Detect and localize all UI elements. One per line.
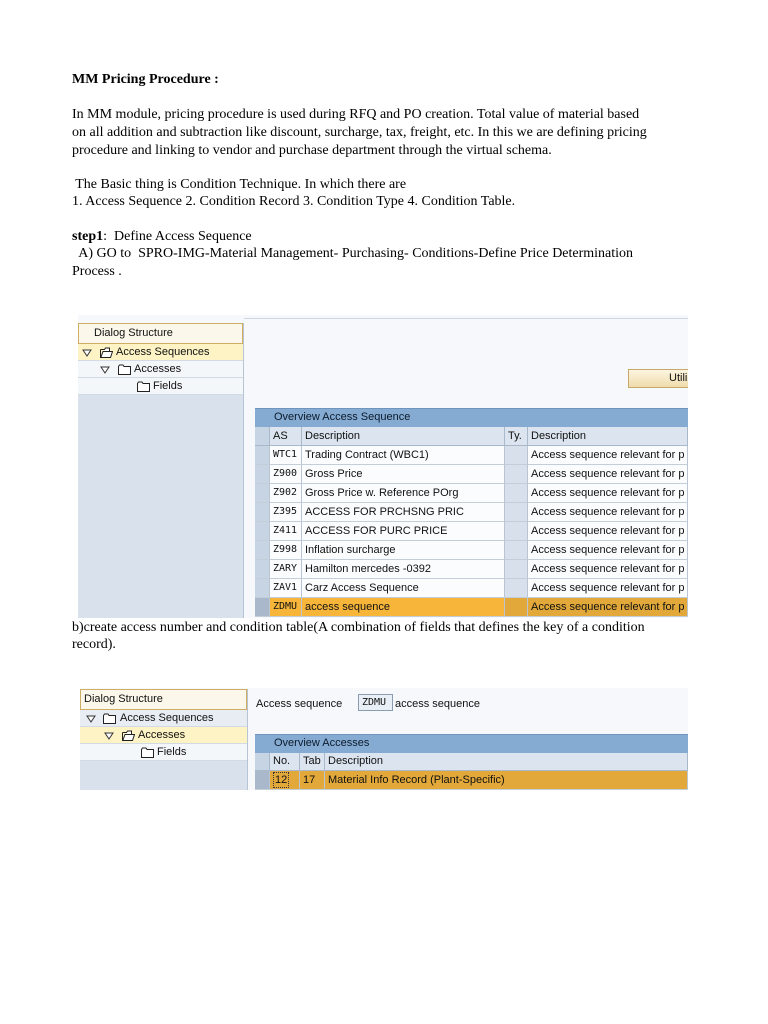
type-cell xyxy=(505,560,528,579)
tree-item-access-sequences xyxy=(78,344,243,361)
table-row xyxy=(255,522,688,541)
type-cell xyxy=(505,541,528,560)
expand-triangle-icon xyxy=(86,715,96,723)
folder-icon xyxy=(141,747,154,758)
column-header-table: Tab xyxy=(300,753,325,771)
type-cell xyxy=(505,484,528,503)
row-selector xyxy=(255,503,270,522)
tree-item-label: Accesses xyxy=(134,363,182,375)
row-selector xyxy=(255,541,270,560)
step1-instruction-line: Process . xyxy=(72,264,122,279)
dialog-structure-pane xyxy=(78,323,244,618)
row-selector xyxy=(255,465,270,484)
access-sequence-cell: Z411 xyxy=(270,522,302,541)
type-description-cell: Access sequence relevant for p xyxy=(528,446,688,465)
table-cell: 17 xyxy=(300,771,325,790)
description-cell: ACCESS FOR PRCHSNG PRIC xyxy=(302,503,505,522)
row-selector xyxy=(255,446,270,465)
access-sequence-cell: Z395 xyxy=(270,503,302,522)
dialog-structure-pane xyxy=(80,689,248,790)
basics-line: 1. Access Sequence 2. Condition Record 3. Condition Type 4. Condition Table. xyxy=(72,194,516,209)
select-all-cell xyxy=(255,427,270,446)
access-sequence-cell: WTC1 xyxy=(270,446,302,465)
type-cell xyxy=(505,503,528,522)
tree-item-label: Access Sequences xyxy=(116,346,210,358)
tree-item-accesses xyxy=(78,361,243,378)
folder-open-icon xyxy=(100,347,113,358)
description-cell: Material Info Record (Plant-Specific) xyxy=(325,771,688,790)
row-selector xyxy=(255,598,270,617)
folder-icon xyxy=(118,364,131,375)
column-header-type-description: Description xyxy=(528,427,688,446)
row-selector xyxy=(255,522,270,541)
basics-line: The Basic thing is Condition Technique. In which there are xyxy=(72,177,407,192)
type-cell xyxy=(505,446,528,465)
tree-item-fields xyxy=(78,378,243,395)
row-selector xyxy=(255,484,270,503)
intro-line: procedure and linking to vendor and purchase department through the virtual schema. xyxy=(72,143,552,158)
tree-item-label: Access Sequences xyxy=(120,712,214,724)
type-description-cell: Access sequence relevant for p xyxy=(528,503,688,522)
description-cell: Gross Price xyxy=(302,465,505,484)
expand-triangle-icon xyxy=(82,349,92,357)
description-cell: ACCESS FOR PURC PRICE xyxy=(302,522,505,541)
utilities-button: Utili xyxy=(628,369,688,388)
overview-title-bar: Overview Access Sequence xyxy=(255,408,688,427)
folder-open-icon xyxy=(122,730,135,741)
access-sequence-cell: Z900 xyxy=(270,465,302,484)
intro-line: In MM module, pricing procedure is used during RFQ and PO creation. Total value of material based xyxy=(72,107,640,122)
step1-title: : Define Access Sequence xyxy=(103,229,252,244)
type-cell xyxy=(505,579,528,598)
tree-item-label: Accesses xyxy=(138,729,186,741)
tree-item-label: Fields xyxy=(153,380,183,392)
table-row xyxy=(255,579,688,598)
row-selector xyxy=(255,579,270,598)
access-sequence-cell: ZARY xyxy=(270,560,302,579)
column-header-type: Ty. xyxy=(505,427,528,446)
number-cell xyxy=(270,771,300,790)
table-header-row xyxy=(255,427,688,446)
tree-item-fields xyxy=(80,744,247,761)
select-all-cell xyxy=(255,753,270,771)
access-sequence-cell: Z998 xyxy=(270,541,302,560)
access-sequence-cell: Z902 xyxy=(270,484,302,503)
type-description-cell: Access sequence relevant for p xyxy=(528,541,688,560)
description-cell: Gross Price w. Reference POrg xyxy=(302,484,505,503)
table-header-row xyxy=(255,753,688,771)
tree-item-label: Fields xyxy=(157,746,187,758)
tree-item-access-sequences xyxy=(80,710,247,727)
table-row xyxy=(255,465,688,484)
type-description-cell: Access sequence relevant for p xyxy=(528,598,688,617)
row-selector xyxy=(255,560,270,579)
dialog-structure-header: Dialog Structure xyxy=(78,323,243,344)
access-sequence-field: ZDMU xyxy=(358,694,393,711)
folder-icon xyxy=(137,381,150,392)
access-sequence-description: access sequence xyxy=(395,698,480,710)
table-row xyxy=(255,560,688,579)
description-cell: Inflation surcharge xyxy=(302,541,505,560)
step-b-line: b)create access number and condition table(A combination of fields that defines the key of a condition xyxy=(72,620,645,635)
dialog-structure-header: Dialog Structure xyxy=(80,689,247,710)
step1-label: step1 xyxy=(72,229,104,244)
type-cell xyxy=(505,522,528,541)
document-title: MM Pricing Procedure : xyxy=(72,72,219,87)
description-cell: Trading Contract (WBC1) xyxy=(302,446,505,465)
type-description-cell: Access sequence relevant for p xyxy=(528,579,688,598)
description-cell: access sequence xyxy=(302,598,505,617)
type-description-cell: Access sequence relevant for p xyxy=(528,484,688,503)
table-row xyxy=(255,484,688,503)
number-value: 12 xyxy=(275,774,288,786)
type-description-cell: Access sequence relevant for p xyxy=(528,465,688,484)
folder-icon xyxy=(103,713,116,724)
table-row xyxy=(255,541,688,560)
table-row-selected xyxy=(255,598,688,617)
table-row xyxy=(255,446,688,465)
type-description-cell: Access sequence relevant for p xyxy=(528,522,688,541)
step1-instruction-line: A) GO to SPRO-IMG-Material Management- Purchasing- Conditions-Define Price Determination xyxy=(72,246,634,261)
column-header-as: AS xyxy=(270,427,302,446)
expand-triangle-icon xyxy=(100,366,110,374)
column-header-number: No. xyxy=(270,753,300,771)
table-row-selected xyxy=(255,771,688,790)
expand-triangle-icon xyxy=(104,732,114,740)
table-row xyxy=(255,503,688,522)
type-cell xyxy=(505,465,528,484)
row-selector xyxy=(255,771,270,790)
access-sequence-screenshot xyxy=(78,315,688,618)
description-cell: Carz Access Sequence xyxy=(302,579,505,598)
type-cell xyxy=(505,598,528,617)
step-b-line: record). xyxy=(72,637,116,652)
access-sequence-cell: ZDMU xyxy=(270,598,302,617)
overview-title-bar: Overview Accesses xyxy=(255,734,688,753)
column-header-description: Description xyxy=(325,753,688,771)
accesses-table xyxy=(255,753,688,790)
access-sequence-cell: ZAV1 xyxy=(270,579,302,598)
divider xyxy=(244,318,688,319)
description-cell: Hamilton mercedes -0392 xyxy=(302,560,505,579)
accesses-screenshot xyxy=(80,688,688,790)
access-sequence-table xyxy=(255,427,688,617)
intro-line: on all addition and subtraction like discount, surcharge, tax, freight, etc. In this we are defining pricing xyxy=(72,125,647,140)
column-header-description: Description xyxy=(302,427,505,446)
step1-heading xyxy=(72,228,252,246)
tree-item-accesses xyxy=(80,727,247,744)
type-description-cell: Access sequence relevant for p xyxy=(528,560,688,579)
access-sequence-label: Access sequence xyxy=(256,698,343,710)
